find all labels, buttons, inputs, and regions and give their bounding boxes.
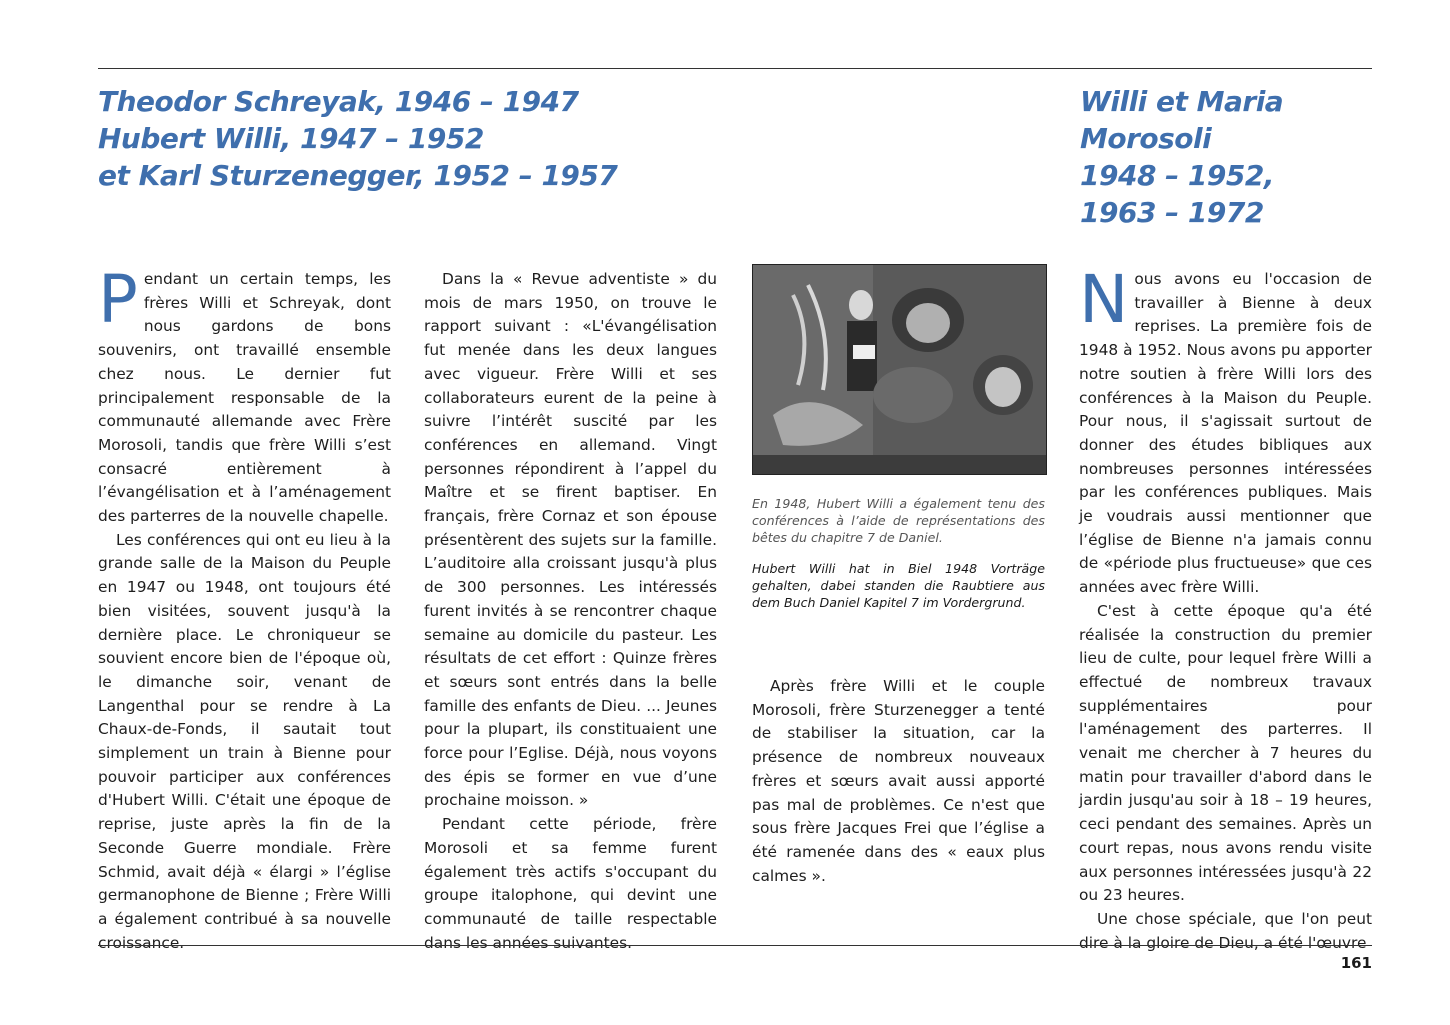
paragraph: Après frère Willi et le couple Morosoli, frère Sturzenegger a tenté de stabiliser la situation, car la présence de nombreux nouveaux frères et sœurs avait aussi apporté pas mal de problèmes. Ce n'est que sous frère Jacques Frei que l’église a été ramenée dans des « eaux plus calmes ». [752,677,1045,885]
text-column-3 [752,675,1045,888]
heading-line: et Karl Sturzenegger, 1952 – 1957 [98,159,618,192]
article-heading-left [98,83,617,194]
text-column-2 [424,268,717,955]
heading-line: 1963 – 1972 [1080,196,1264,229]
heading-line: Willi et Maria [1080,85,1284,118]
heading-line: Morosoli [1080,122,1212,155]
drop-cap: P [98,261,138,338]
photo-caption-de: Hubert Willi hat in Biel 1948 Vorträge gehalten, dabei standen die Raubtiere aus dem Buch Daniel Kapitel 7 im Vordergrund. [752,561,1045,610]
paragraph: Dans la « Revue adventiste » du mois de mars 1950, on trouve le rapport suivant : «L'évangélisation fut menée dans les deux langues avec vigueur. Frère Willi et ses collaborateurs eurent de la peine à suivre l’intérêt suscité par les conférences en allemand. Vingt personnes répondirent à l’appel du Maître et se firent baptiser. En français, frère Cornaz et son épouse présentèrent des sujets sur la famille. L’auditoire alla croissant jusqu'à plus de 300 personnes. Les intéressés furent invités à se rencontrer chaque semaine au domicile du pasteur. Les résultats de cet effort : Quinze frères et sœurs sont entrés dans la belle famille des enfants de Dieu. ... Jeunes pour la plupart, ils constituaient une force pour l’Eglise. Déjà, nous voyons des épis se former en vue d’une prochaine moisson. » [424,270,717,810]
paragraph: C'est à cette époque qu'a été réalisée la construction du premier lieu de culte, pour lequel frère Willi a effectué de nombreux travaux supplémentaires pour l'aménagement des parterres. Il venait me chercher à 7 heures du matin pour travailler d'abord dans le jardin jusqu'au soir à 18 – 19 heures, ceci pendant des semaines. Après un court repas, nous avons rendu visite aux personnes intéressées jusqu'à 22 ou 23 heures. [1079,601,1372,905]
paragraph [1079,261,1372,600]
photo-caption-fr: En 1948, Hubert Willi a également tenu des conférences à l’aide de représentations des bêtes du chapitre 7 de Daniel. [752,496,1045,545]
top-rule [98,68,1372,69]
heading-line: 1948 – 1952, [1080,159,1274,192]
paragraph: Une chose spéciale, que l'on peut dire à la gloire de Dieu, a été l'œuvre [1079,909,1372,952]
paragraph: Pendant cette période, frère Morosoli et sa femme furent également très actifs s'occupant du groupe italophone, qui devint une communauté de taille respectable dans les années suivantes. [424,815,717,952]
article-heading-right [1080,83,1283,231]
paragraph-text: ous avons eu l'occasion de travailler à Bienne à deux reprises. La première fois de 1948 à 1952. Nous avons pu apporter notre soutien à frère Willi lors des conférences à la Maison du Peuple. Pour nous, il s'agissait surtout de donner des études bibliques aux nombreuses personnes intéressées par les conférences publiques. Mais je voudrais aussi mentionner que l’église de Bienne n'a jamais connu de «période plus fructueuse» que ces années avec frère Willi. [1079,270,1372,597]
paragraph: Les conférences qui ont eu lieu à la grande salle de la Maison du Peuple en 1947 ou 1948, ont toujours été bien visitées, souvent jusqu'à la dernière place. Le chroniqueur se souvient encore bien de l'époque où, le dimanche soir, venant de Langenthal pour se rendre à La Chaux-de-Fonds, il sautait tout simplement un train à Bienne pour pouvoir participer aux conférences d'Hubert Willi. C'était une époque de reprise, juste après la fin de la Seconde Guerre mondiale. Frère Schmid, avait déjà « élargi » l’église germanophone de Bienne ; Frère Willi a également contribué à sa nouvelle croissance. [98,530,391,952]
drop-cap: N [1079,261,1129,338]
paragraph-text: endant un certain temps, les frères Willi et Schreyak, dont nous gardons de bons souvenirs, ont travaillé ensemble chez nous. Le dernier fut principalement responsable de la communauté allemande avec Frère Morosoli, tandis que frère Willi s’est consacré entièrement à l’évangélisation et à l’aménagement des parterres de la nouvelle chapelle. [98,270,391,526]
text-column-4 [1079,261,1372,955]
bottom-rule [98,945,1372,946]
text-column-1 [98,261,391,955]
heading-line: Hubert Willi, 1947 – 1952 [98,122,484,155]
historical-photo-image [752,264,1047,475]
heading-line: Theodor Schreyak, 1946 – 1947 [98,85,579,118]
page-number: 161 [1340,954,1372,972]
paragraph [98,261,391,529]
